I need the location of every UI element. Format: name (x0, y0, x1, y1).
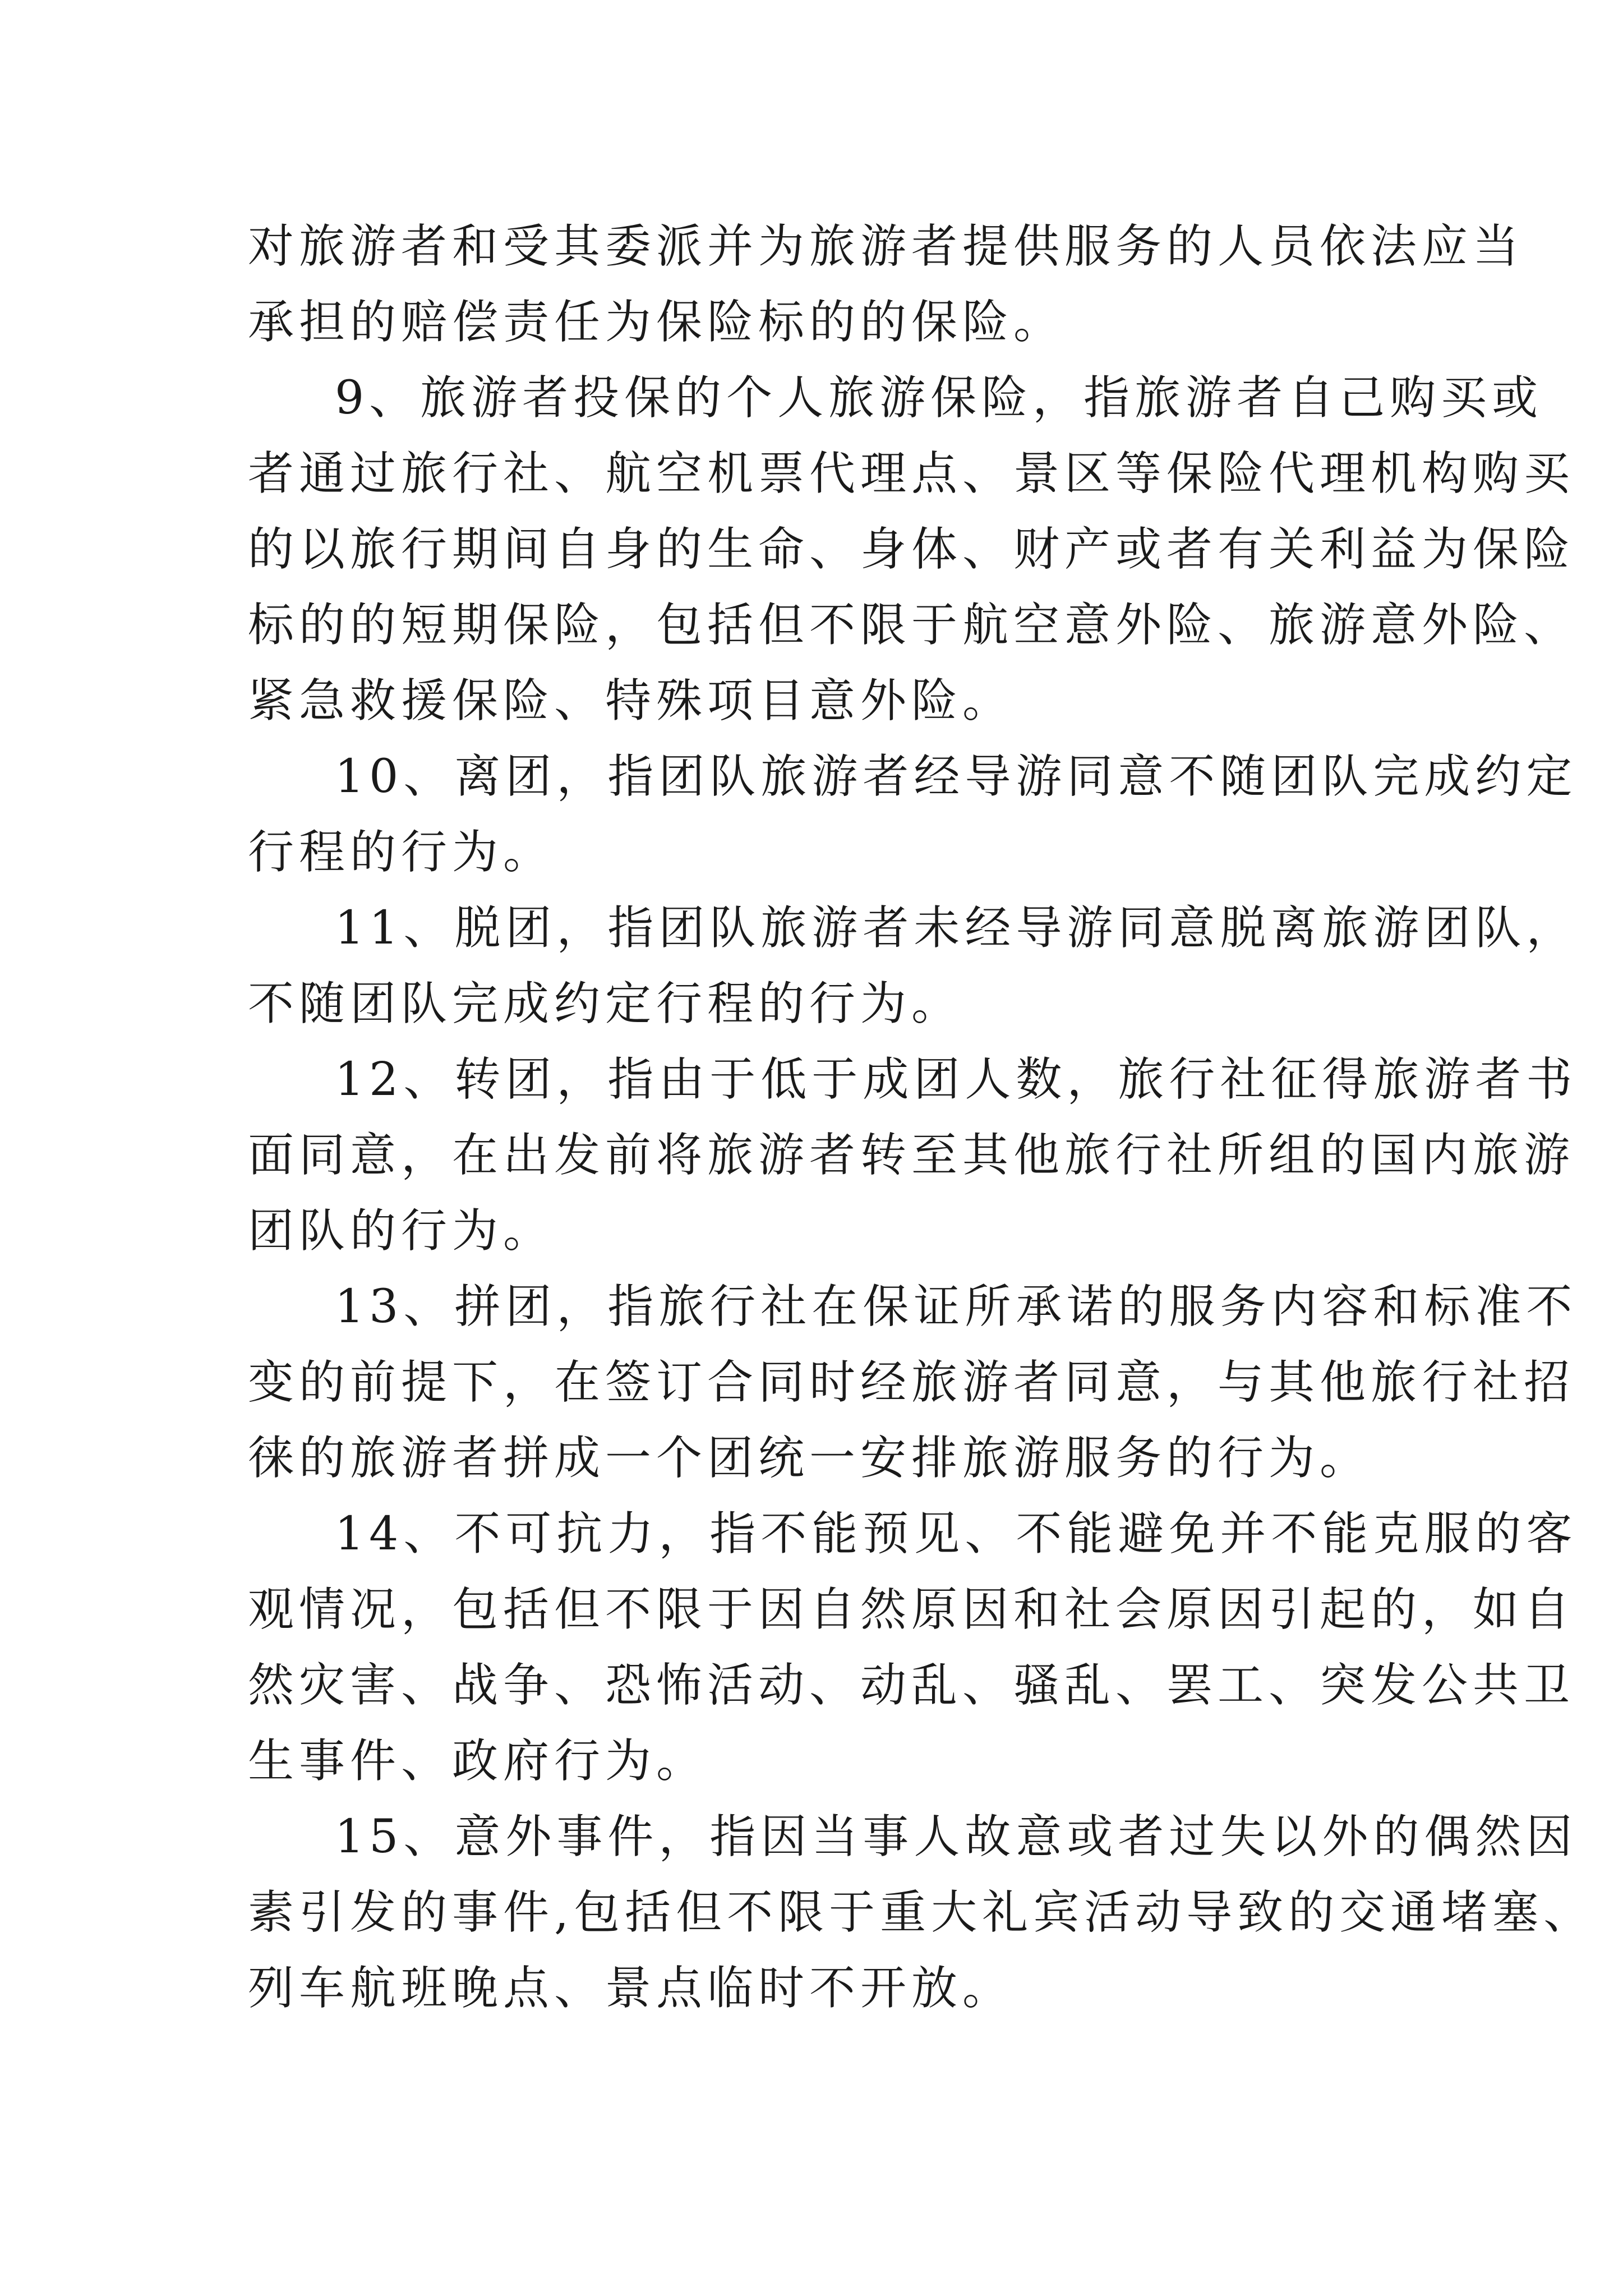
text-line: 观情况，包括但不限于因自然原因和社会原因引起的，如自 (248, 1583, 1575, 1636)
text-line: 素引发的事件,包括但不限于重大礼宾活动导致的交通堵塞、 (248, 1886, 1595, 1939)
text-line: 13、拼团，指旅行社在保证所承诺的服务内容和标准不 (335, 1280, 1578, 1333)
text-line: 承担的赔偿责任为保险标的的保险。 (248, 296, 1065, 349)
text-line: 14、不可抗力，指不能预见、不能避免并不能克服的客 (335, 1507, 1578, 1561)
text-line: 变的前提下，在签订合同时经旅游者同意，与其他旅行社招 (248, 1356, 1575, 1409)
text-line: 的以旅行期间自身的生命、身体、财产或者有关利益为保险 (248, 523, 1575, 576)
text-line: 面同意，在出发前将旅游者转至其他旅行社所组的国内旅游 (248, 1129, 1575, 1182)
text-line: 12、转团，指由于低于成团人数，旅行社征得旅游者书 (335, 1053, 1578, 1106)
text-line: 对旅游者和受其委派并为旅游者提供服务的人员依法应当 (248, 220, 1524, 273)
text-line: 然灾害、战争、恐怖活动、动乱、骚乱、罢工、突发公共卫 (248, 1659, 1575, 1712)
text-line: 10、离团，指团队旅游者经导游同意不随团队完成约定 (335, 750, 1578, 803)
text-line: 紧急救援保险、特殊项目意外险。 (248, 674, 1014, 728)
text-line: 15、意外事件，指因当事人故意或者过失以外的偶然因 (335, 1810, 1578, 1864)
text-line: 生事件、政府行为。 (248, 1734, 708, 1788)
text-line: 列车航班晚点、景点临时不开放。 (248, 1962, 1014, 2015)
text-line: 9、旅游者投保的个人旅游保险，指旅游者自己购买或 (335, 371, 1543, 425)
text-line: 标的的短期保险，包括但不限于航空意外险、旅游意外险、 (248, 599, 1575, 652)
text-line: 行程的行为。 (248, 826, 555, 879)
text-line: 团队的行为。 (248, 1204, 555, 1258)
text-line: 不随团队完成约定行程的行为。 (248, 977, 963, 1030)
text-line: 者通过旅行社、航空机票代理点、景区等保险代理机构购买 (248, 447, 1575, 500)
text-line: 徕的旅游者拼成一个团统一安排旅游服务的行为。 (248, 1432, 1371, 1485)
text-line: 11、脱团，指团队旅游者未经导游同意脱离旅游团队， (335, 901, 1578, 955)
